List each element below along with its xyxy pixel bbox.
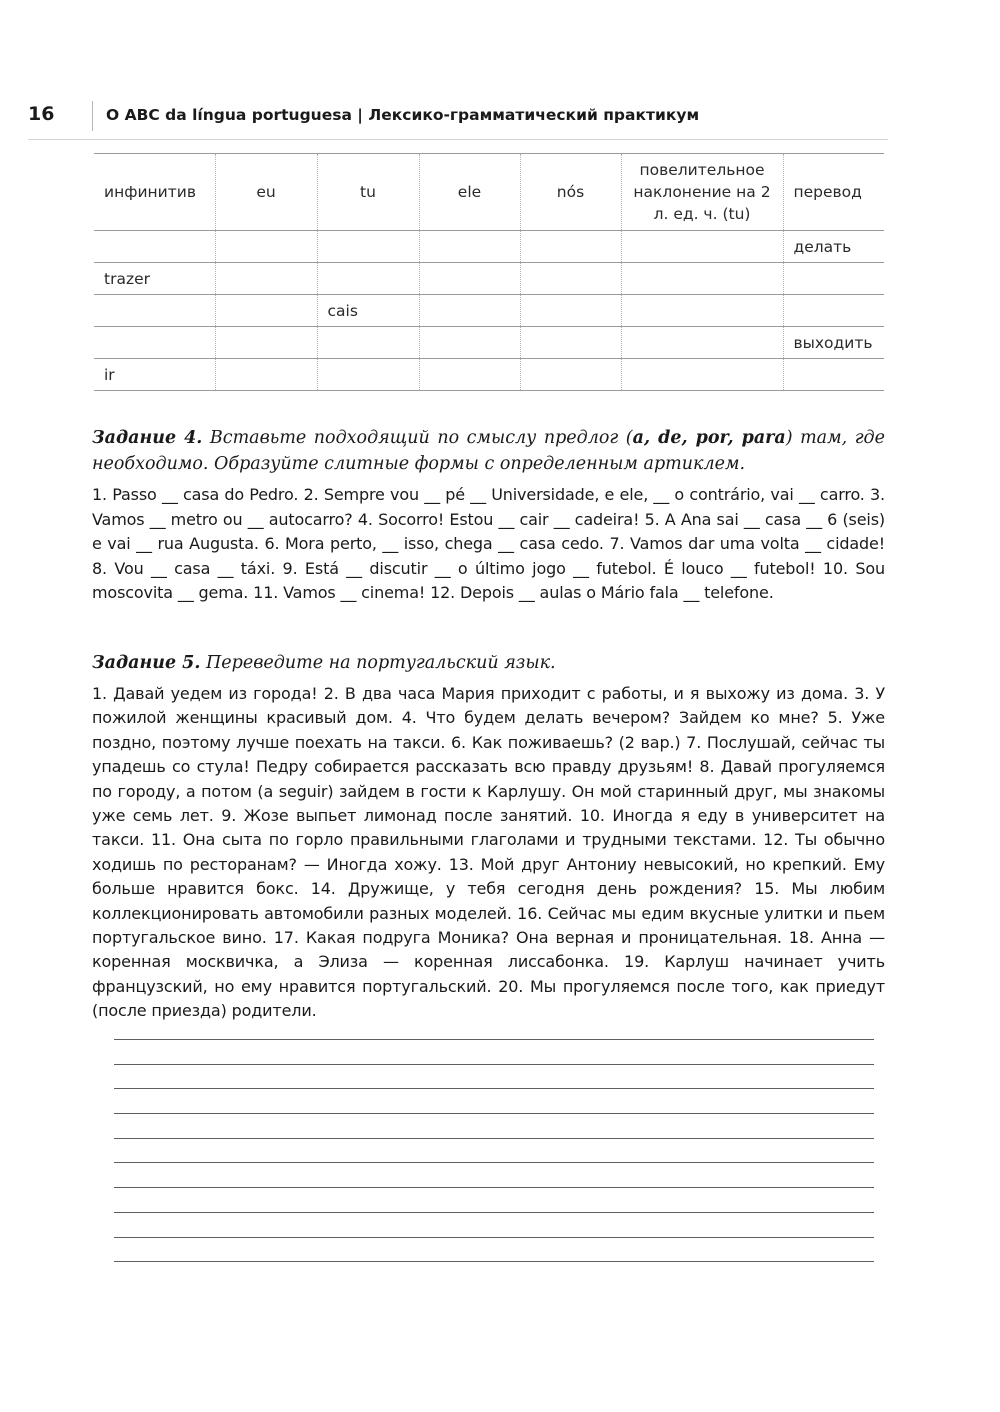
table-cell [317, 327, 419, 359]
task-4-heading [92, 425, 885, 477]
answer-line [114, 1212, 874, 1213]
table-cell [419, 263, 520, 295]
table-cell [419, 295, 520, 327]
column-header: tu [317, 154, 419, 231]
table-cell: trazer [94, 263, 215, 295]
task-4-label: Задание 4. [92, 428, 203, 448]
table-cell [520, 327, 621, 359]
column-header: повелительное наклонение на 2 л. ед. ч. (tu) [621, 154, 783, 231]
table-cell [317, 263, 419, 295]
answer-line [114, 1261, 874, 1262]
table-cell: делать [783, 231, 884, 263]
table-cell [317, 359, 419, 391]
table-header-row [94, 154, 884, 231]
table-cell [621, 327, 783, 359]
table-cell [621, 359, 783, 391]
table-row [94, 327, 884, 359]
table-cell [520, 231, 621, 263]
table-cell [783, 263, 884, 295]
header-rule [28, 139, 888, 140]
task-5-text: 1. Давай уедем из города! 2. В два часа Мария приходит с работы, и я выхожу из дома. 3. У пожилой женщины красивый дом. 4. Что будем делать вечером? Зайдем ко мне? 5. Уже поздно, поэтому лучше поехать на такси. 6. Как поживаешь? (2 вар.) 7. Послушай, сейчас ты упадешь со стула! Педру собирается рассказать всю правду друзьям! 8. Давай прогуляемся по городу, а потом (a seguir) зайдем в гости к Карлушу. Он мой старинный друг, мы знакомы уже семь лет. 9. Жозе выпьет лимонад после занятий. 10. Иногда я еду в университет на такси. 11. Она сыта по горло правильными глаголами и трудными текстами. 12. Ты обычно ходишь по ресторанам? — Иногда хожу. 13. Мой друг Антониу невысокий, но крепкий. Ему больше нравится бокс. 14. Дружище, у тебя сегодня день рождения? 15. Мы любим коллекционировать автомобили разных моделей. 16. Сейчас мы едим вкусные улитки и пьем португальское вино. 17. Какая подруга Моника? Она верная и проницательная. 18. Анна — коренная москвичка, а Элиза — коренная лиссабонка. 19. Карлуш начинает учить французский, но ему нравится португальский. 20. Мы прогуляемся после того, как приедут (после приезда) родители. [92, 684, 885, 1021]
answer-line [114, 1237, 874, 1238]
column-header: перевод [783, 154, 884, 231]
table-cell [215, 295, 317, 327]
answer-line [114, 1088, 874, 1089]
task-4-instruction-start: Вставьте подходящий по смыслу предлог ( [202, 428, 633, 448]
table-cell [317, 231, 419, 263]
answer-lines [114, 1039, 874, 1286]
verb-conjugation-table [94, 153, 884, 391]
table-cell [215, 231, 317, 263]
running-title: O ABC da língua portuguesa | Лексико-грамматический практикум [106, 106, 700, 124]
task-5-heading [92, 650, 885, 676]
table-cell [520, 359, 621, 391]
table-cell: выходить [783, 327, 884, 359]
table-cell [94, 295, 215, 327]
table-cell [215, 359, 317, 391]
answer-line [114, 1064, 874, 1065]
table-cell [621, 231, 783, 263]
table-row [94, 263, 884, 295]
table-cell [215, 327, 317, 359]
page-number: 16 [28, 103, 55, 125]
task-5-instruction: Переведите на португальский язык. [200, 653, 556, 673]
task-5-label: Задание 5. [92, 653, 201, 673]
table-cell [419, 231, 520, 263]
table-row [94, 295, 884, 327]
table-row [94, 231, 884, 263]
column-header: nós [520, 154, 621, 231]
table-cell [94, 327, 215, 359]
table-cell [419, 359, 520, 391]
answer-line [114, 1113, 874, 1114]
table-cell [94, 231, 215, 263]
table-cell: cais [317, 295, 419, 327]
table-cell [520, 295, 621, 327]
table-cell: ir [94, 359, 215, 391]
table-cell [783, 295, 884, 327]
answer-line [114, 1039, 874, 1040]
task-4-prepositions: a, de, por, para [632, 428, 786, 448]
column-header: ele [419, 154, 520, 231]
table-cell [783, 359, 884, 391]
header-divider [92, 101, 93, 131]
answer-line [114, 1138, 874, 1139]
page-header [28, 103, 888, 133]
answer-line [114, 1162, 874, 1163]
answer-line [114, 1187, 874, 1188]
table-row [94, 359, 884, 391]
table-cell [520, 263, 621, 295]
task-4-instruction-end: ) там, где необходимо. Образуйте слитные формы с определенным артиклем. [92, 428, 885, 474]
column-header: инфинитив [94, 154, 215, 231]
task-5 [92, 650, 885, 1024]
column-header: eu [215, 154, 317, 231]
table-cell [621, 295, 783, 327]
task-4-text: 1. Passo __ casa do Pedro. 2. Sempre vou __ pé __ Universidade, e ele, __ o contrário, vai __ carro. 3. Vamos __ metro ou __ autocarro? 4. Socorro! Estou __ cair __ cadeira! 5. A Ana sai __ casa __ 6 (seis) e vai __ rua Augusta. 6. Mora perto, __ isso, chega __ casa cedo. 7. Vamos dar uma volta __ cidade! 8. Vou __ casa __ táxi. 9. Está __ discutir __ o último jogo __ futebol. É louco __ futebol! 10. Sou moscovita __ gema. 11. Vamos __ cinema! 12. Depois __ aulas o Mário fala __ telefone. [92, 485, 885, 602]
task-4 [92, 425, 885, 606]
table-cell [621, 263, 783, 295]
table-cell [215, 263, 317, 295]
table-cell [419, 327, 520, 359]
